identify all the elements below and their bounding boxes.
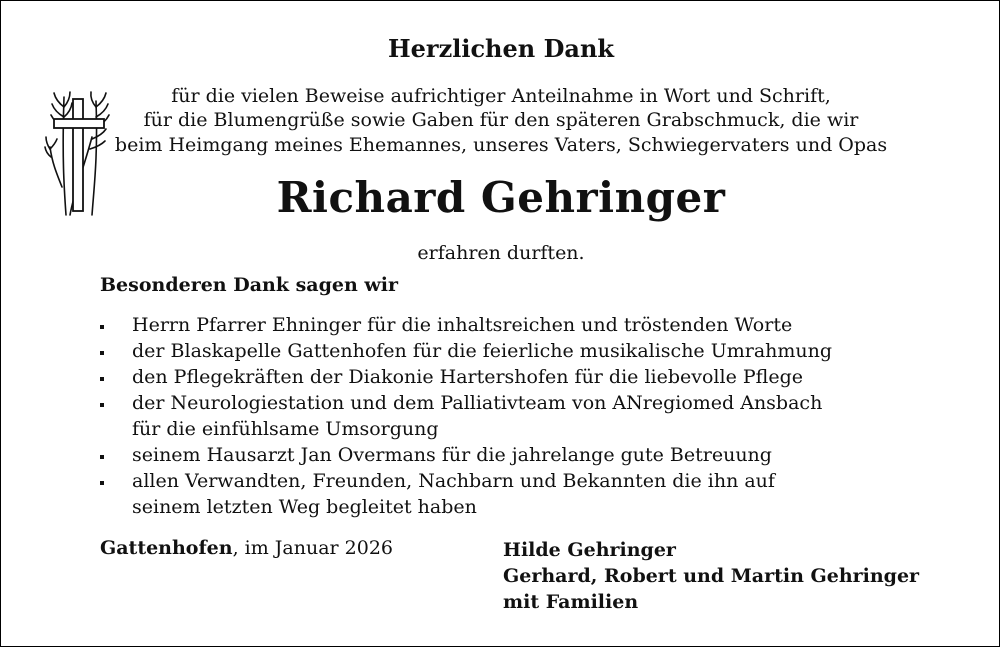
- list-item-text: allen Verwandten, Freunden, Nachbarn und Bekannten die ihn auf: [132, 470, 775, 492]
- place-date: [100, 537, 393, 559]
- list-item: [100, 364, 832, 390]
- list-item: [100, 390, 832, 442]
- intro-line-3: beim Heimgang meines Ehemannes, unseres Vaters, Schwiegervaters und Opas: [114, 134, 888, 156]
- list-item: [100, 338, 832, 364]
- thanks-heading: Besonderen Dank sagen wir: [100, 274, 399, 296]
- list-item-text: der Blaskapelle Gattenhofen für die feierliche musikalische Umrahmung: [132, 340, 833, 362]
- list-item: [100, 468, 832, 520]
- closing-text: erfahren durften.: [417, 242, 585, 264]
- intro-line-1: für die vielen Beweise aufrichtiger Anteilnahme in Wort und Schrift,: [171, 85, 831, 107]
- date-text: , im Januar 2026: [232, 537, 393, 559]
- list-item-text: den Pflegekräften der Diakonie Hartershofen für die liebevolle Pflege: [132, 366, 803, 388]
- list-item-text: seinem Hausarzt Jan Overmans für die jahrelange gute Betreuung: [132, 444, 772, 466]
- page-title: Herzlichen Dank: [387, 34, 615, 63]
- list-item-text-continued: für die einfühlsame Umsorgung: [132, 418, 439, 440]
- list-item-text: Herrn Pfarrer Ehninger für die inhaltsreichen und tröstenden Worte: [132, 314, 793, 336]
- list-item: [100, 442, 832, 468]
- place: Gattenhofen: [100, 537, 233, 559]
- intro-line-2: für die Blumengrüße sowie Gaben für den späteren Grabschmuck, die wir: [143, 109, 859, 131]
- signature-line: Hilde Gehringer: [503, 539, 676, 561]
- list-item: [100, 312, 832, 338]
- thanks-list: [100, 312, 832, 520]
- signature-line: Gerhard, Robert und Martin Gehringer: [503, 565, 920, 587]
- list-item-text: der Neurologiestation und dem Palliativteam von ANregiomed Ansbach: [132, 392, 823, 414]
- signature-line: mit Familien: [503, 591, 639, 613]
- signatures: [503, 537, 919, 615]
- list-item-text-continued: seinem letzten Weg begleitet haben: [132, 496, 477, 518]
- deceased-name: Richard Gehringer: [276, 173, 726, 222]
